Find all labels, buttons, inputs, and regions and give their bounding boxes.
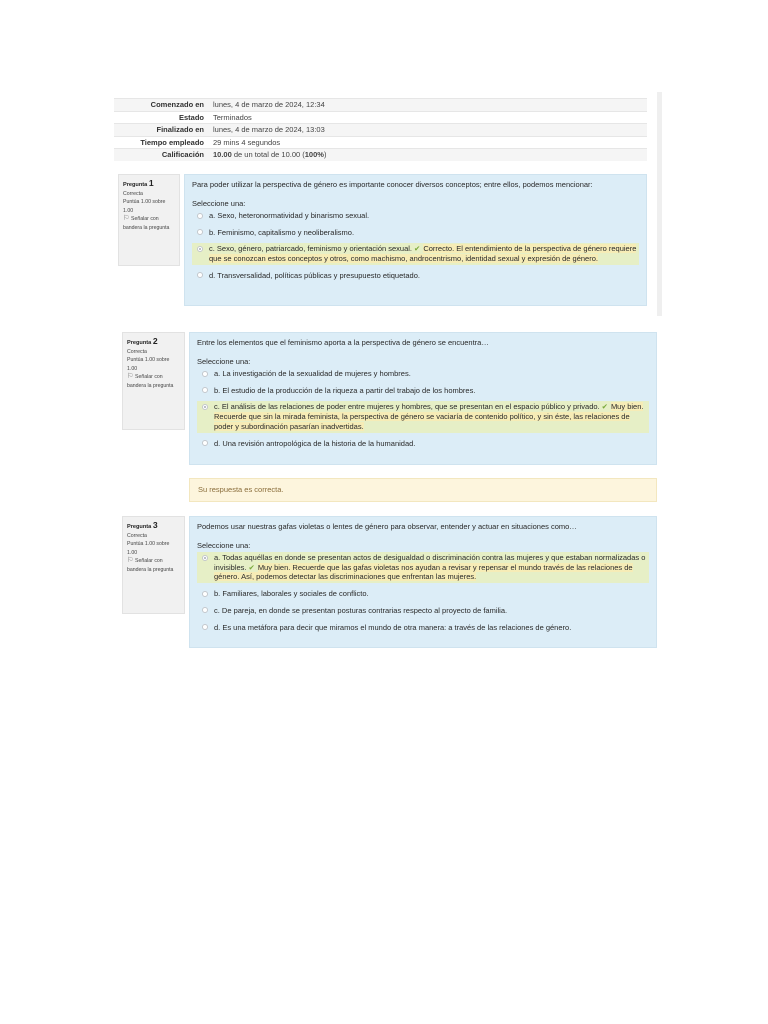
grade-percent: 100% <box>304 150 324 160</box>
scrollbar-track[interactable] <box>657 92 662 316</box>
summary-value: Terminados <box>213 112 252 122</box>
summary-label: Tiempo empleado <box>140 137 204 147</box>
flag-icon: ⚐ <box>123 215 130 223</box>
radio-button[interactable] <box>202 387 208 393</box>
flag-question-link[interactable]: ⚐ Señalar con bandera la pregunta <box>123 215 170 231</box>
question-formulation-3 <box>189 516 657 648</box>
question-text: Para poder utilizar la perspectiva de género es importante conocer diversos conceptos; entre ellos, podemos mencionar: <box>192 180 593 189</box>
radio-button[interactable] <box>202 440 208 446</box>
radio-button-checked[interactable] <box>202 404 208 410</box>
radio-button[interactable] <box>202 591 208 597</box>
radio-button[interactable] <box>202 624 208 630</box>
radio-button-checked[interactable] <box>197 246 203 252</box>
question-state: Correcta <box>123 190 143 197</box>
answer-option[interactable]: a. La investigación de la sexualidad de mujeres y hombres. <box>197 368 649 380</box>
answer-option[interactable]: d. Transversalidad, políticas públicas y presupuesto etiquetado. <box>192 270 639 282</box>
answer-option[interactable]: d. Una revisión antropológica de la historia de la humanidad. <box>197 438 649 450</box>
question-mark: Puntúa 1.00 sobre 1.00 <box>123 199 166 214</box>
answer-option[interactable]: a. Sexo, heteronormatividad y binarismo sexual. <box>192 210 639 222</box>
option-label: c. El análisis de las relaciones de poder entre mujeres y hombres, que se presentan en el espacio público y privado. <box>214 402 600 412</box>
summary-label: Calificación <box>161 150 204 160</box>
answer-option[interactable]: b. El estudio de la producción de la riqueza a partir del trabajo de los hombres. <box>197 385 649 397</box>
flag-question-link[interactable]: ⚐ Señalar con bandera la pregunta <box>127 557 174 573</box>
question-formulation-2 <box>189 332 657 465</box>
summary-label: Estado <box>178 112 204 122</box>
question-state: Correcta <box>127 532 147 539</box>
question-outcome-feedback <box>189 478 657 502</box>
question-formulation-1 <box>184 174 647 306</box>
question-number: Pregunta 2 <box>127 336 158 346</box>
question-mark: Puntúa 1.00 sobre 1.00 <box>127 541 170 556</box>
summary-value <box>209 149 326 161</box>
answer-option[interactable]: b. Familiares, laborales y sociales de conflicto. <box>197 588 649 600</box>
answer-option[interactable]: d. Es una metáfora para decir que miramos el mundo de otra manera: a través de las relaciones de género. <box>197 622 649 634</box>
summary-row-grade <box>114 148 647 161</box>
answer-prompt: Seleccione una: <box>197 541 251 550</box>
summary-row-finished <box>114 123 647 136</box>
radio-button[interactable] <box>197 272 203 278</box>
answer-prompt: Seleccione una: <box>192 199 246 208</box>
question-info-2 <box>122 332 185 430</box>
summary-label: Finalizado en <box>156 125 204 135</box>
radio-button[interactable] <box>197 229 203 235</box>
specific-feedback: Correcto. El entendimiento de la perspectiva de género requiere que se conozcan estos conceptos y otros, como machismo, androcentrismo, identidad sexual y expresión de género. <box>209 244 637 264</box>
answer-prompt: Seleccione una: <box>197 357 251 366</box>
question-number: Pregunta 1 <box>123 178 154 188</box>
question-info-1 <box>118 174 180 266</box>
flag-icon: ⚐ <box>127 373 134 381</box>
question-number: Pregunta 3 <box>127 520 158 530</box>
summary-value: 29 mins 4 segundos <box>213 137 281 147</box>
summary-value: lunes, 4 de marzo de 2024, 13:03 <box>213 125 325 135</box>
check-icon: ✔ <box>414 244 421 254</box>
option-label: a. Todas aquéllas en donde se presentan actos de desigualdad o discriminación contra las mujeres y que estaban normalizadas o invisibles. <box>214 553 646 572</box>
option-label: c. Sexo, género, patriarcado, feminismo y orientación sexual. <box>209 244 413 254</box>
flag-icon: ⚐ <box>127 557 134 565</box>
grade-value: 10.00 <box>213 150 232 160</box>
answer-option-selected[interactable] <box>192 243 639 264</box>
attempt-summary-table <box>114 98 647 161</box>
question-info-3 <box>122 516 185 614</box>
grade-close: ) <box>323 150 327 160</box>
check-icon: ✔ <box>601 402 608 412</box>
question-text: Entre los elementos que el feminismo aporta a la perspectiva de género se encuentra… <box>197 338 489 347</box>
specific-feedback: Muy bien. Recuerde que sin la mirada feminista, la perspectiva de género se vaciaría de contenido político, y sin éste, las relaciones de poder y subordinación pasarían inadvertidas. <box>214 402 644 431</box>
check-icon: ✔ <box>248 562 255 572</box>
question-mark: Puntúa 1.00 sobre 1.00 <box>127 357 170 372</box>
question-text: Podemos usar nuestras gafas violetas o lentes de género para observar, entender y actuar en situaciones como… <box>197 522 577 531</box>
question-state: Correcta <box>127 348 147 355</box>
summary-row-state <box>114 111 647 124</box>
summary-row-time-taken <box>114 136 647 149</box>
radio-button[interactable] <box>197 213 203 219</box>
radio-button[interactable] <box>202 371 208 377</box>
summary-label: Comenzado en <box>150 100 204 109</box>
answer-option[interactable]: b. Feminismo, capitalismo y neoliberalismo. <box>192 227 639 239</box>
radio-button[interactable] <box>202 607 208 613</box>
radio-button-checked[interactable] <box>202 555 208 561</box>
summary-row-started <box>114 98 647 111</box>
outcome-text: Su respuesta es correcta. <box>198 485 284 494</box>
answer-option[interactable]: c. De pareja, en donde se presentan posturas contrarias respecto al proyecto de familia. <box>197 605 649 617</box>
grade-total: de un total de 10.00 ( <box>231 150 305 160</box>
answer-option-selected[interactable] <box>197 401 649 432</box>
answer-option-selected[interactable] <box>197 552 649 583</box>
flag-question-link[interactable]: ⚐ Señalar con bandera la pregunta <box>127 373 174 389</box>
specific-feedback: Muy bien. Recuerde que las gafas violetas nos ayudan a revisar y repensar el mundo través de las relaciones de género. Así, podemos detectar las discriminaciones que enfrentan las mujeres. <box>214 562 633 582</box>
summary-value: lunes, 4 de marzo de 2024, 12:34 <box>213 100 325 109</box>
